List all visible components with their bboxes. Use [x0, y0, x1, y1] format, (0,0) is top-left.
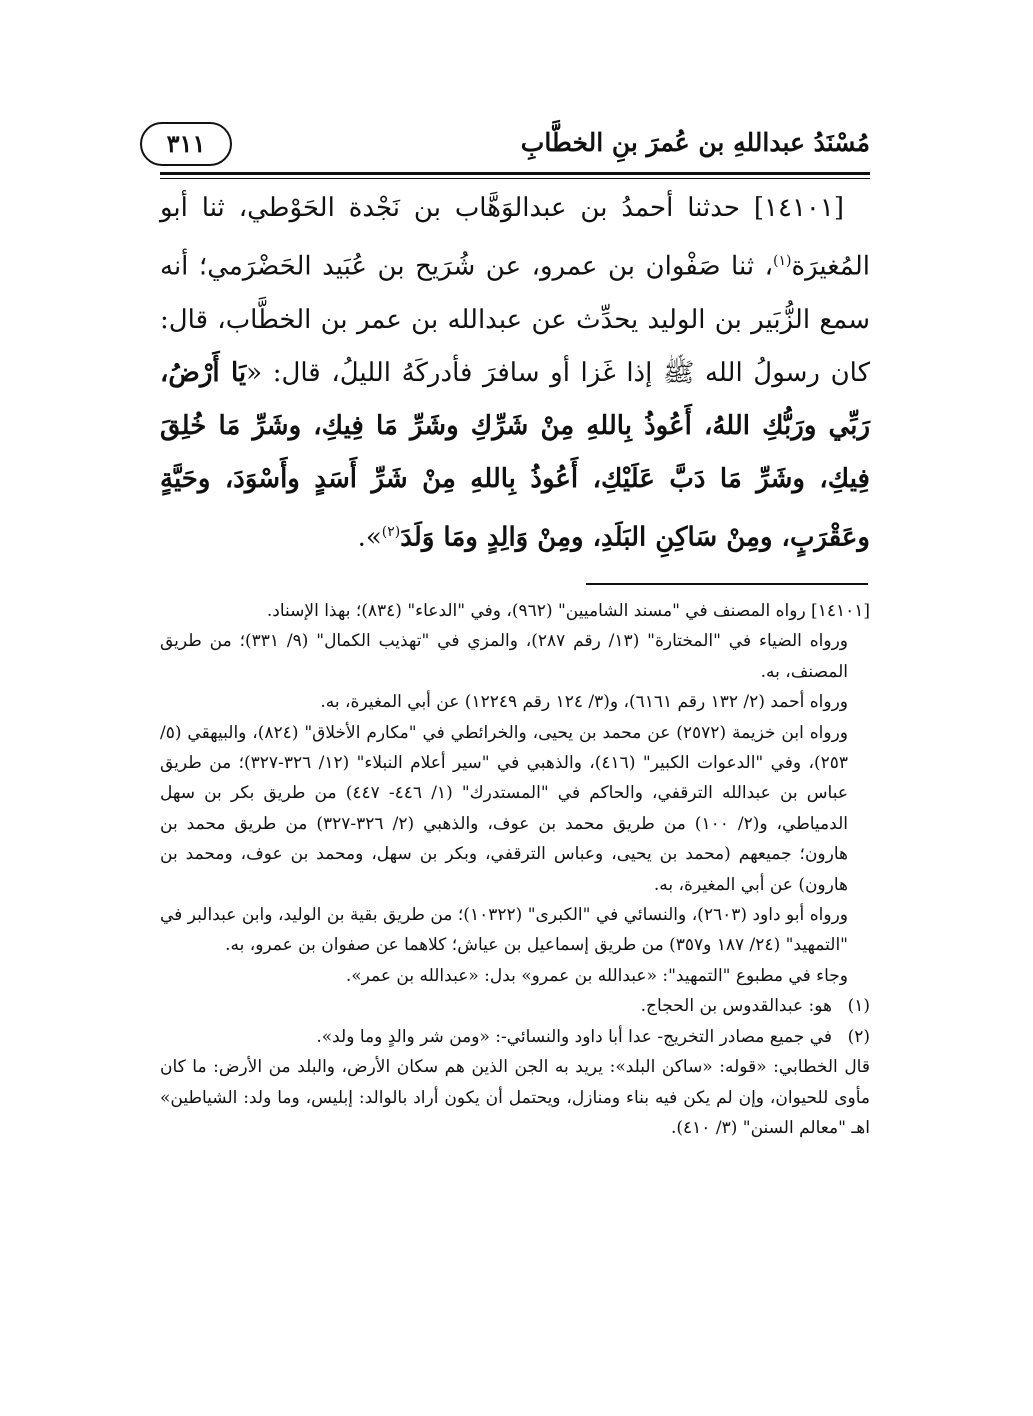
hadith-number: [١٤١٠١]	[753, 193, 844, 223]
footnote-text: هو: عبدالقدوس بن الحجاج.	[640, 996, 832, 1017]
footnote-ref-1[interactable]: (١)	[772, 253, 792, 269]
isnad-text-2: ، ثنا صَفْوان بن عمرو، عن شُرَيح بن عُبَيد الحَضْرَمي؛ أنه سمع الزُّبَير بن الوليد يحدِّث عن عبدالله بن عمر بن الخطَّاب، قال: كان رسولُ الله ﷺ إذا غَزا أو سافرَ فأدركَهُ الليلُ، قال: «	[160, 251, 870, 388]
footnote-number: (١)	[847, 996, 870, 1017]
note-line: ورواه أبو داود (٢٦٠٣)، والنسائي في "الكبرى" (١٠٣٢٢)؛ من طريق بقية بن الوليد، وابن عبدالبر في "التمهيد" (٢٤/ ١٨٧ و٣٥٧) من طريق إسماعيل بن عياش؛ كلاهما عن صفوان بن عمرو، به.	[160, 905, 848, 956]
hadith-closing: ».	[357, 522, 382, 553]
supplication-text: يَا أَرْضُ، رَبِّي ورَبُّكِ اللهُ، أَعُوذُ بِاللهِ مِنْ شَرِّكِ وشَرِّ مَا فِيكِ، وشَرِّ مَا خُلِقَ فِيكِ، وشَرِّ مَا دَبَّ عَلَيْكِ، أَعُوذُ بِاللهِ مِنْ شَرِّ أَسَدٍ وأَسْوَدَ، وحَيَّةٍ وعَقْرَبٍ، ومِنْ سَاكِنِ البَلَدِ، ومِنْ وَالِدٍ ومَا وَلَدَ	[160, 357, 870, 553]
page-number: ٣١١	[140, 122, 232, 166]
footnote-divider	[586, 583, 868, 585]
running-title: مُسْنَدُ عبداللهِ بن عُمرَ بنِ الخطَّابِ	[520, 128, 870, 157]
takhrij-notes	[160, 596, 870, 1143]
isnad-text-1: حدثنا أحمدُ بن عبدالوَهَّاب بن نَجْدة الحَوْطي، ثنا أبو المُغيرَة	[160, 193, 870, 282]
footnote-text: في جميع مصادر التخريج- عدا أبا داود والنسائي-: «ومن شر والدٍ وما ولد».	[316, 1026, 832, 1047]
hadith-text	[160, 182, 870, 564]
note-line: [١٤١٠١] رواه المصنف في "مسند الشاميين" (٩٦٢)، وفي "الدعاء" (٨٣٤)؛ بهذا الإسناد.	[266, 601, 870, 621]
note-line: ورواه الضياء في "المختارة" (١٣/ رقم ٢٨٧)، والمزي في "تهذيب الكمال" (٩/ ٣٣١)؛ من طريق المصنف، به.	[160, 631, 849, 682]
hadith-paragraph	[160, 182, 870, 564]
note-line: ورواه ابن خزيمة (٢٥٧٢) عن محمد بن يحيى، والخرائطي في "مكارم الأخلاق" (٨٢٤)، والبيهقي (٥/ ٢٥٣)، وفي "الدعوات الكبير" (٤١٦)، والذهبي في "سير أعلام النبلاء" (١٢/ ٣٢٦-٣٢٧)؛ من طريق عباس بن عبدالله الترقفي، والحاكم في "المستدرك" (١/ ٤٤٦- ٤٤٧) من طريق بكر بن سهل الدمياطي، و(٢/ ١٠٠) من طريق محمد بن عوف، والذهبي (٢/ ٣٢٦-٣٢٧) من طريق محمد بن هارون؛ جميعهم (محمد بن يحيى، وعباس الترقفي، وبكر بن سهل، ومحمد بن عوف، ومحمد بن هارون) عن أبي المغيرة، به.	[160, 722, 849, 895]
footnote-1	[160, 991, 870, 1021]
note-line: وجاء في مطبوع "التمهيد": «عبدالله بن عمرو» بدل: «عبدالله بن عمر».	[345, 965, 848, 986]
khattabi-note: قال الخطابي: «قوله: «ساكن البلد»: يريد به الجن الذين هم سكان الأرض، والبلد من الأرض: ما كان مأوى للحيوان، وإن لم يكن فيه بناء ومنازل، ويحتمل أن يكون أراد بالوالد: إبليس، وما ولد: الشياطين» اهـ "معالم السنن" (٣/ ٤١٠).	[160, 1057, 870, 1138]
header-rule-thick	[160, 172, 870, 175]
page-header	[160, 118, 870, 176]
footnote-2	[160, 1022, 870, 1052]
footnote-ref-2[interactable]: (٢)	[381, 523, 401, 540]
note-line: ورواه أحمد (٢/ ١٣٢ رقم ٦١٦١)، و(٣/ ١٢٤ رقم ١٢٢٤٩) عن أبي المغيرة، به.	[320, 692, 848, 713]
footnote-number: (٢)	[847, 1026, 870, 1047]
header-rule-thin	[160, 178, 870, 179]
